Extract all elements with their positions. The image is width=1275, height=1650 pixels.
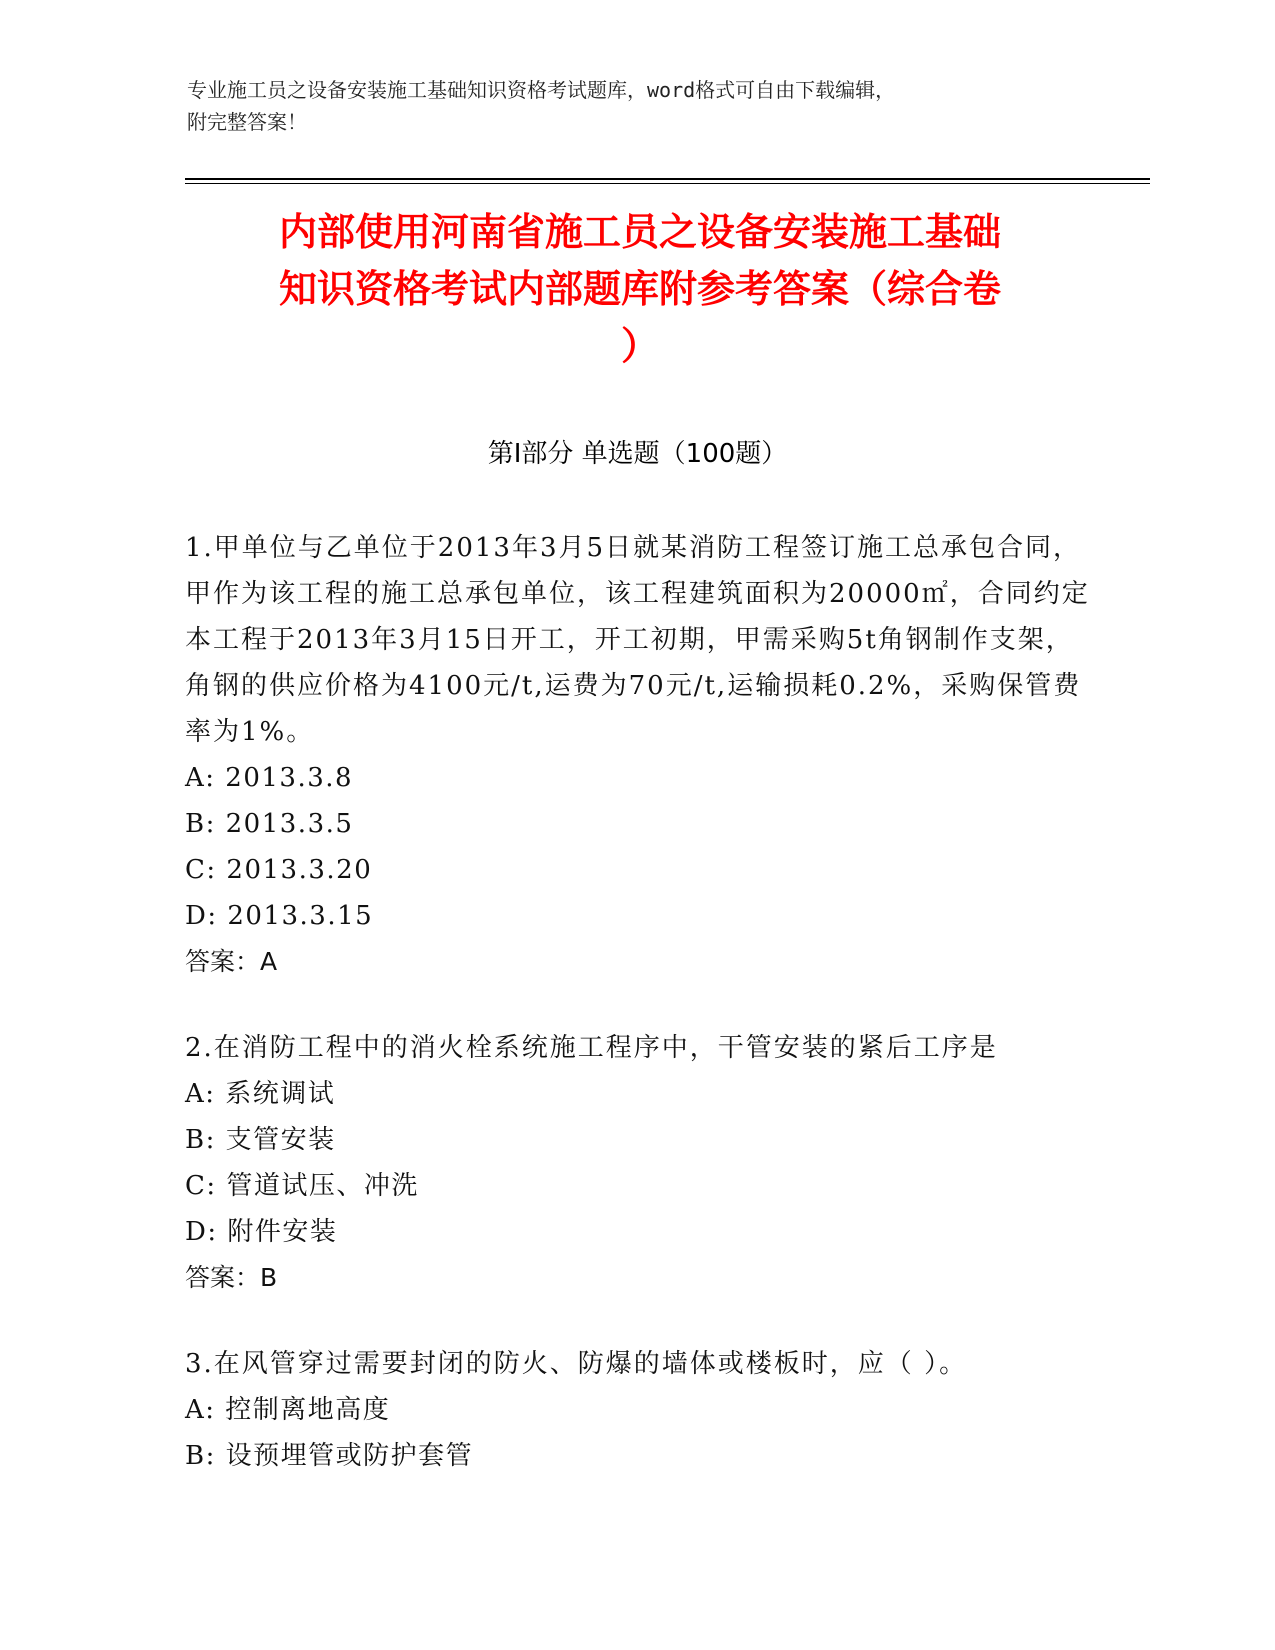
option-c: C: 管道试压、冲洗	[185, 1171, 419, 1201]
question-list	[185, 525, 1090, 1479]
option-a: A: 2013.3.8	[185, 763, 354, 793]
title-line-1: 内部使用河南省施工员之设备安装施工基础	[278, 210, 1001, 254]
answer-line: 答案：B	[185, 1263, 278, 1292]
title-line-3: ）	[620, 324, 659, 368]
question-spacer	[185, 1301, 1090, 1341]
question-spacer	[185, 985, 1090, 1025]
question-stem: 2.在消防工程中的消火栓系统施工程序中，干管安装的紧后工序是	[185, 1033, 998, 1063]
option-a: A: 控制离地高度	[185, 1395, 391, 1425]
option-d: D: 附件安装	[185, 1217, 338, 1247]
option-c: C: 2013.3.20	[185, 855, 373, 885]
question-3	[185, 1341, 1090, 1479]
section-heading: 第Ⅰ部分 单选题（100题）	[487, 439, 788, 469]
question-stem: 3.在风管穿过需要封闭的防火、防爆的墙体或楼板时，应（ ）。	[185, 1349, 968, 1379]
header-rule-thick	[185, 178, 1150, 180]
header-note-line-2: 附完整答案！	[187, 110, 307, 134]
option-d: D: 2013.3.15	[185, 901, 374, 931]
header-note	[187, 74, 1087, 138]
option-b: B: 支管安装	[185, 1125, 336, 1155]
question-stem: 1.甲单位与乙单位于2013年3月5日就某消防工程签订施工总承包合同，甲作为该工程的施工总承包单位，该工程建筑面积为20000㎡，合同约定本工程于2013年3月15日开工，开工初期，甲需采购5t角钢制作支架，角钢的供应价格为4100元/t,运费为70元/t,运输损耗0.2%，采购保管费率为1%。	[185, 533, 1090, 747]
header-note-line-1: 专业施工员之设备安装施工基础知识资格考试题库，word格式可自由下载编辑，	[187, 78, 896, 102]
answer-line: 答案：A	[185, 947, 278, 976]
question-2	[185, 1025, 1090, 1301]
option-a: A: 系统调试	[185, 1079, 336, 1109]
header-rule-thin	[185, 183, 1150, 184]
question-1	[185, 525, 1090, 985]
option-b: B: 设预埋管或防护套管	[185, 1441, 474, 1471]
document-title	[195, 204, 1085, 375]
title-line-2: 知识资格考试内部题库附参考答案（综合卷	[278, 267, 1001, 311]
option-b: B: 2013.3.5	[185, 809, 354, 839]
